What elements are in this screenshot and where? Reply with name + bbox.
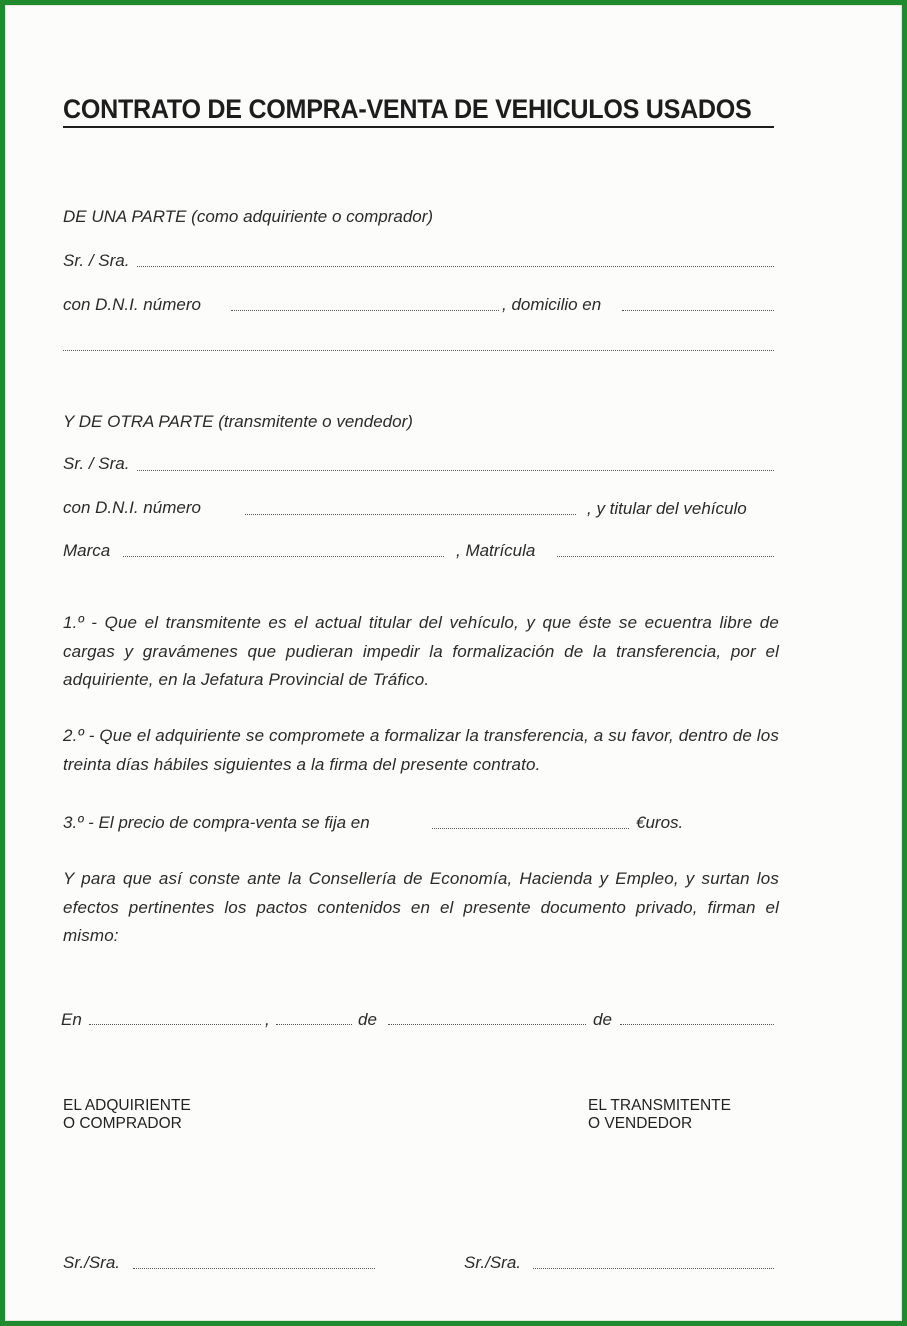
vehicle-brand-field[interactable] — [123, 556, 444, 557]
buyer-domicile-field-cont[interactable] — [63, 350, 774, 351]
seller-dni-field[interactable] — [245, 514, 576, 515]
buyer-dni-field[interactable] — [231, 310, 499, 311]
buyer-name-field[interactable] — [137, 266, 774, 267]
price-field[interactable] — [432, 828, 629, 829]
date-de-2: de — [593, 1010, 612, 1029]
buyer-signature-name-field[interactable] — [133, 1268, 375, 1269]
seller-owner-label: , y titular del vehículo — [587, 499, 747, 518]
buyer-signature-name-label: Sr./Sra. — [63, 1253, 120, 1272]
clause-2: 2.º - Que el adquiriente se compromete a formalizar la transferencia, a su favor, dentro de los treinta días hábiles siguientes a la firma del presente contrato. — [63, 726, 779, 774]
seller-name-label: Sr. / Sra. — [63, 454, 130, 473]
buyer-dni-label: con D.N.I. número — [63, 295, 201, 314]
seller-dni-label: con D.N.I. número — [63, 498, 201, 517]
price-label: 3.º - El precio de compra-venta se fija en — [63, 813, 370, 832]
buyer-signature-title-2: O COMPRADOR — [63, 1115, 182, 1132]
vehicle-brand-label: Marca — [63, 541, 111, 560]
date-place-label: En — [61, 1010, 82, 1029]
date-comma: , — [265, 1010, 270, 1029]
clause-1: 1.º - Que el transmitente es el actual titular del vehículo, y que éste se ecuentra libre de cargas y gravámenes que pudieran impedir la formalización de la transferencia, por el adquiriente, en la Jefatura Provincial de Tráfico. — [63, 613, 779, 689]
seller-signature-title-2: O VENDEDOR — [588, 1115, 693, 1132]
buyer-heading: DE UNA PARTE (como adquiriente o comprador) — [63, 207, 434, 226]
vehicle-plate-label: , Matrícula — [456, 541, 536, 560]
date-de-1: de — [358, 1010, 377, 1029]
seller-signature-name-label: Sr./Sra. — [464, 1253, 521, 1272]
buyer-signature-title-1: EL ADQUIRIENTE — [63, 1097, 191, 1114]
date-day-field[interactable] — [276, 1024, 352, 1025]
date-year-field[interactable] — [620, 1024, 774, 1025]
seller-heading: Y DE OTRA PARTE (transmitente o vendedor) — [63, 412, 413, 431]
document-title: CONTRATO DE COMPRA-VENTA DE VEHICULOS USADOS — [63, 94, 752, 124]
title-underline — [63, 126, 774, 128]
seller-name-field[interactable] — [137, 470, 774, 471]
buyer-domicile-field[interactable] — [622, 310, 774, 311]
price-currency: €uros. — [636, 813, 684, 832]
closing-paragraph: Y para que así conste ante la Consellería de Economía, Hacienda y Empleo, y surtan los efectos pertinentes los pactos contenidos en el presente documento privado, firman el mismo: — [63, 869, 779, 945]
vehicle-plate-field[interactable] — [557, 556, 774, 557]
seller-signature-name-field[interactable] — [533, 1268, 774, 1269]
buyer-name-label: Sr. / Sra. — [63, 251, 130, 270]
seller-signature-title-1: EL TRANSMITENTE — [588, 1097, 731, 1114]
date-place-field[interactable] — [89, 1024, 261, 1025]
buyer-domicile-label: , domicilio en — [502, 295, 602, 314]
date-month-field[interactable] — [388, 1024, 586, 1025]
